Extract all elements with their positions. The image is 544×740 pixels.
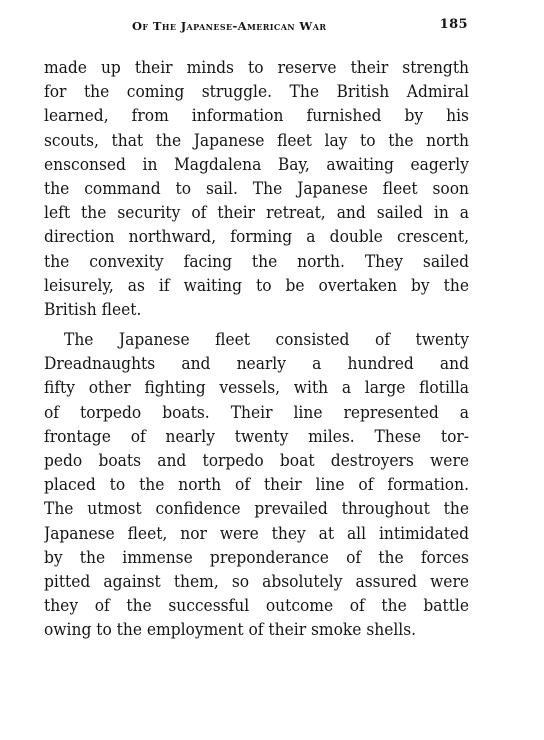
text-line: the convexity facing the north. They sailed <box>44 251 469 272</box>
body-text <box>44 56 469 643</box>
text-line: pitted against them, so absolutely assured were <box>44 571 469 592</box>
text-line: scouts, that the Japanese fleet lay to the north <box>44 130 469 151</box>
text-line: for the coming struggle. The British Admiral <box>44 82 469 103</box>
text-line: made up their minds to reserve their strength <box>44 58 469 78</box>
page-number: 185 <box>439 17 468 32</box>
text-line: pedo boats and torpedo boat destroyers were <box>44 451 469 471</box>
text-line: frontage of nearly twenty miles. These tor- <box>44 426 469 447</box>
text-line: learned, from information furnished by his <box>44 106 469 127</box>
text-line: British fleet. <box>44 299 142 320</box>
text-line: fifty other fighting vessels, with a large flotilla <box>44 378 469 399</box>
running-header <box>44 15 468 39</box>
text-line: direction northward, forming a double crescent, <box>44 227 469 248</box>
text-line: of torpedo boats. Their line represented a <box>44 402 469 423</box>
text-line: Japanese fleet, nor were they at all intimidated <box>44 523 469 544</box>
text-line: leisurely, as if waiting to be overtaken by the <box>44 275 469 296</box>
text-line: left the security of their retreat, and sailed in a <box>44 203 469 224</box>
text-line: The utmost confidence prevailed throughout the <box>44 499 469 520</box>
text-line: Dreadnaughts and nearly a hundred and <box>44 354 469 375</box>
paragraph-1 <box>44 56 469 322</box>
text-line: The Japanese fleet consisted of twenty <box>64 330 469 351</box>
text-line: owing to the employment of their smoke shells. <box>44 620 417 641</box>
text-line: by the immense preponderance of the forces <box>44 547 469 568</box>
text-line: placed to the north of their line of formation. <box>44 475 469 496</box>
text-line: the command to sail. The Japanese fleet soon <box>44 178 469 199</box>
running-title: Of The Japanese-American War <box>132 19 327 33</box>
text-line: they of the successful outcome of the battle <box>44 596 469 617</box>
text-line: ensconsed in Magdalena Bay, awaiting eagerly <box>44 154 469 175</box>
paragraph-2 <box>44 328 469 642</box>
